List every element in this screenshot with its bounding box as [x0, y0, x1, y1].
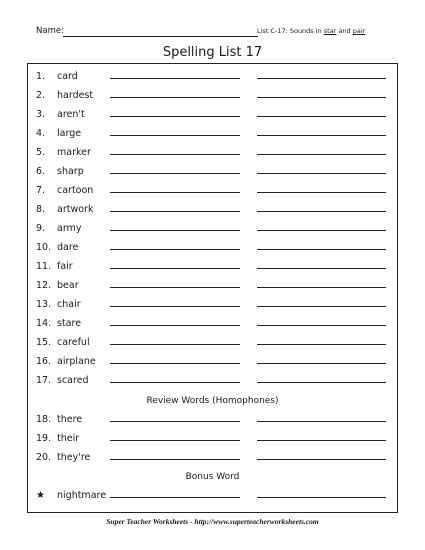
word-number: 20. [36, 452, 52, 463]
word-number: 16. [36, 356, 52, 367]
write-line [257, 344, 386, 345]
word-row [36, 452, 386, 466]
write-line [257, 116, 386, 117]
word-row [36, 280, 386, 294]
word-number: 2. [36, 90, 46, 101]
write-line [110, 211, 240, 212]
write-line [110, 173, 240, 174]
word-row [36, 204, 386, 218]
word-number: 13. [36, 299, 52, 310]
word-number: 12. [36, 280, 52, 291]
write-line [110, 97, 240, 98]
word-row [36, 223, 386, 237]
write-line [257, 249, 386, 250]
word-number: 17. [36, 375, 52, 386]
word-row [36, 90, 386, 104]
write-line [110, 135, 240, 136]
word-number: 4. [36, 128, 46, 139]
word-row [36, 128, 386, 142]
word-number: 5. [36, 147, 46, 158]
spelling-word: hardest [57, 90, 94, 101]
write-line [110, 287, 240, 288]
write-line [110, 192, 240, 193]
spelling-word: artwork [57, 204, 94, 215]
write-line [257, 497, 386, 498]
word-row [36, 299, 386, 313]
write-line [110, 230, 240, 231]
word-number: 8. [36, 204, 46, 215]
spelling-word: airplane [57, 356, 96, 367]
name-label: Name: [36, 26, 64, 36]
write-line [110, 154, 240, 155]
write-line [257, 97, 386, 98]
write-line [110, 78, 240, 79]
write-line [257, 306, 386, 307]
spelling-word: nightmare [57, 490, 107, 501]
word-number: 19. [36, 433, 52, 444]
spelling-word: sharp [57, 166, 84, 177]
list-label-prefix: List C-17: Sounds in [257, 27, 324, 35]
spelling-word: fair [57, 261, 73, 272]
write-line [110, 459, 240, 460]
write-line [257, 211, 386, 212]
spelling-word: dare [57, 242, 79, 253]
write-line [257, 135, 386, 136]
word-number: 3. [36, 109, 46, 120]
footer-credit: Super Teacher Worksheets - http://www.superteacherworksheets.com [106, 517, 319, 526]
spelling-word: chair [57, 299, 81, 310]
word-row [36, 414, 386, 428]
word-row [36, 356, 386, 370]
write-line [257, 382, 386, 383]
list-label-mid: and [336, 27, 353, 35]
list-label-word-star: star [323, 27, 337, 35]
list-label-word-pair: pair [352, 27, 366, 35]
header [36, 26, 396, 40]
write-line [257, 325, 386, 326]
spelling-word: large [57, 128, 82, 139]
spelling-word: careful [57, 337, 90, 348]
write-line [110, 382, 240, 383]
write-line [257, 173, 386, 174]
spelling-word: bear [57, 280, 79, 291]
write-line [110, 363, 240, 364]
word-number: 14. [36, 318, 52, 329]
spelling-word: marker [57, 147, 91, 158]
word-row [36, 337, 386, 351]
write-line [110, 249, 240, 250]
write-line [257, 154, 386, 155]
word-number: 15. [36, 337, 52, 348]
bonus-row [36, 490, 386, 504]
word-number: 9. [36, 223, 46, 234]
write-line [110, 306, 240, 307]
write-line [257, 440, 386, 441]
bonus-heading: Bonus Word [185, 472, 240, 482]
word-number: 10. [36, 242, 52, 253]
spelling-word: there [57, 414, 83, 425]
word-row [36, 71, 386, 85]
star-icon: ★ [36, 490, 45, 501]
write-line [110, 268, 240, 269]
write-line [257, 268, 386, 269]
spelling-word: card [57, 71, 78, 82]
word-number: 6. [36, 166, 46, 177]
write-line [110, 497, 240, 498]
word-number: 18. [36, 414, 52, 425]
word-number: 1. [36, 71, 46, 82]
word-number: 11. [36, 261, 52, 272]
write-line [257, 192, 386, 193]
spelling-word: aren't [57, 109, 85, 120]
page-title: Spelling List 17 [162, 45, 263, 60]
write-line [110, 116, 240, 117]
word-row [36, 166, 386, 180]
write-line [257, 78, 386, 79]
write-line [257, 230, 386, 231]
spelling-word: stare [57, 318, 82, 329]
word-row [36, 147, 386, 161]
spelling-word: cartoon [57, 185, 94, 196]
write-line [257, 421, 386, 422]
write-line [110, 421, 240, 422]
name-line [63, 36, 258, 37]
write-line [110, 325, 240, 326]
spelling-word: their [57, 433, 80, 444]
word-row [36, 318, 386, 332]
word-row [36, 433, 386, 447]
write-line [110, 344, 240, 345]
write-line [257, 363, 386, 364]
list-label [257, 27, 365, 35]
review-heading: Review Words (Homophones) [146, 396, 279, 406]
spelling-word: they're [57, 452, 91, 463]
write-line [257, 287, 386, 288]
spelling-word: army [57, 223, 82, 234]
spelling-word: scared [57, 375, 89, 386]
word-number: 7. [36, 185, 46, 196]
word-row [36, 109, 386, 123]
write-line [110, 440, 240, 441]
word-row [36, 185, 386, 199]
write-line [257, 459, 386, 460]
word-row [36, 375, 386, 389]
word-row [36, 242, 386, 256]
word-row [36, 261, 386, 275]
